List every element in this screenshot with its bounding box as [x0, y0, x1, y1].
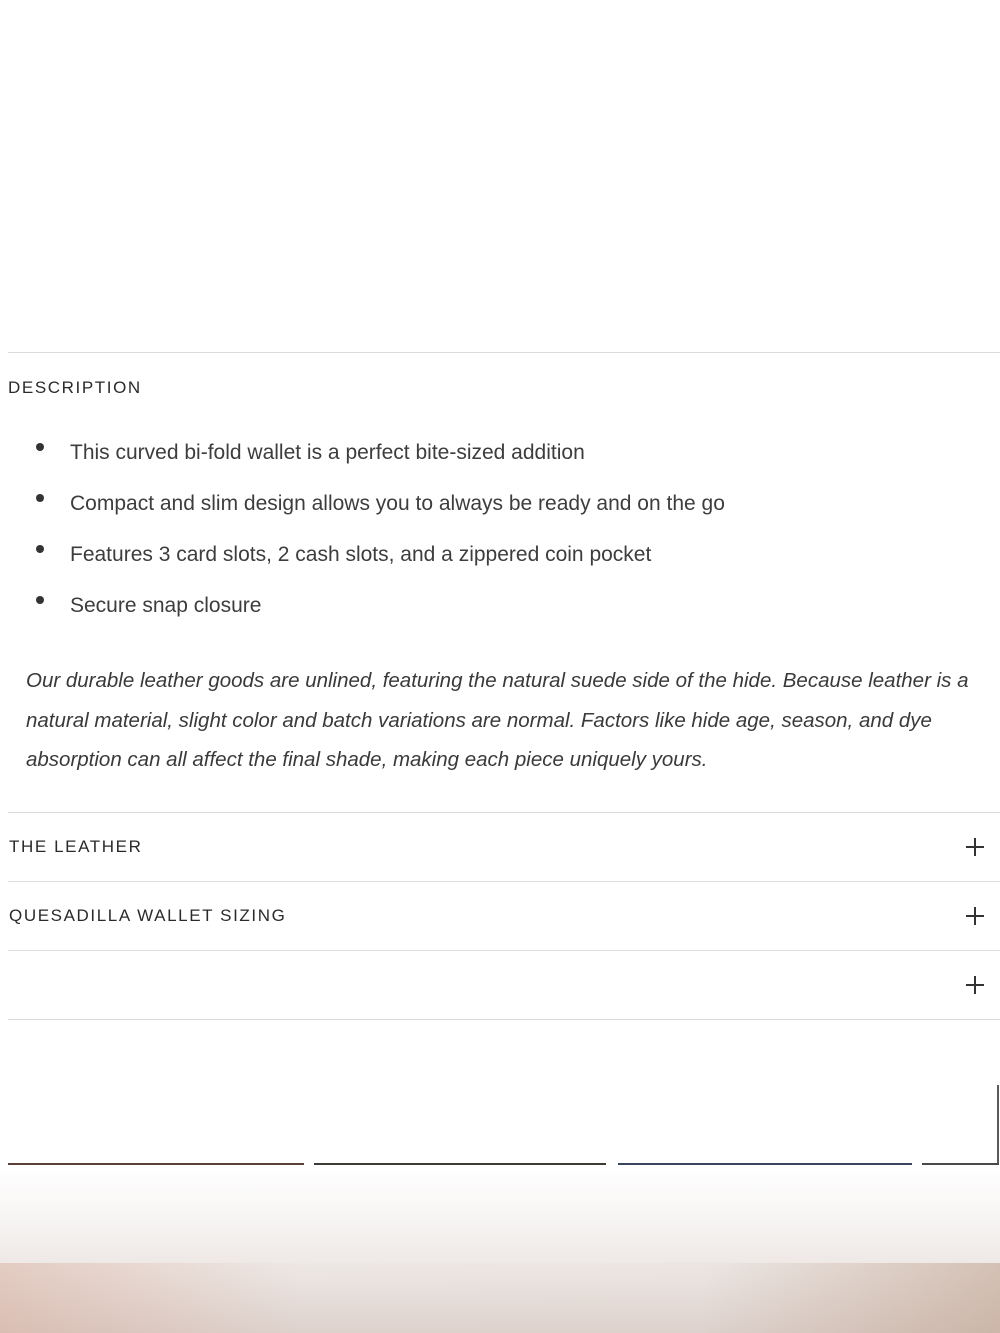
- bullet-icon: [36, 443, 44, 451]
- divider: [8, 1019, 1000, 1020]
- accordion-wallet-sizing[interactable]: [8, 882, 1000, 950]
- strip-edge: [314, 1163, 606, 1165]
- plus-icon[interactable]: [966, 907, 984, 925]
- product-image-area: [0, 0, 1000, 352]
- description-heading: DESCRIPTION: [8, 378, 142, 397]
- strip-edge: [618, 1163, 912, 1165]
- plus-icon[interactable]: [966, 976, 984, 994]
- bullet-icon: [36, 545, 44, 553]
- feature-text: Features 3 card slots, 2 cash slots, and a zippered coin pocket: [70, 543, 652, 566]
- strip-edge: [922, 1163, 999, 1165]
- plus-icon[interactable]: [966, 838, 984, 856]
- feature-text: This curved bi-fold wallet is a perfect bite-sized addition: [70, 441, 585, 464]
- strip-edge: [8, 1163, 304, 1165]
- accordion-label: THE LEATHER: [9, 837, 143, 856]
- leather-care-note: Our durable leather goods are unlined, featuring the natural suede side of the hide. Because leather is a natural material, slight color and batch variations are normal. Factors like hide age, season, and dye absorption can all affect the final shade, making each piece uniquely yours.: [26, 669, 969, 771]
- divider: [8, 352, 1000, 353]
- panel-edge: [997, 1085, 999, 1165]
- bullet-icon: [36, 494, 44, 502]
- accordion-third-section[interactable]: [8, 951, 1000, 1019]
- feature-text: Secure snap closure: [70, 594, 262, 617]
- bullet-icon: [36, 596, 44, 604]
- feature-text: Compact and slim design allows you to always be ready and on the go: [70, 492, 725, 515]
- accordion-label: QUESADILLA WALLET SIZING: [9, 906, 287, 925]
- accordion-the-leather[interactable]: [8, 813, 1000, 881]
- related-products-image-strip: [0, 1166, 1000, 1333]
